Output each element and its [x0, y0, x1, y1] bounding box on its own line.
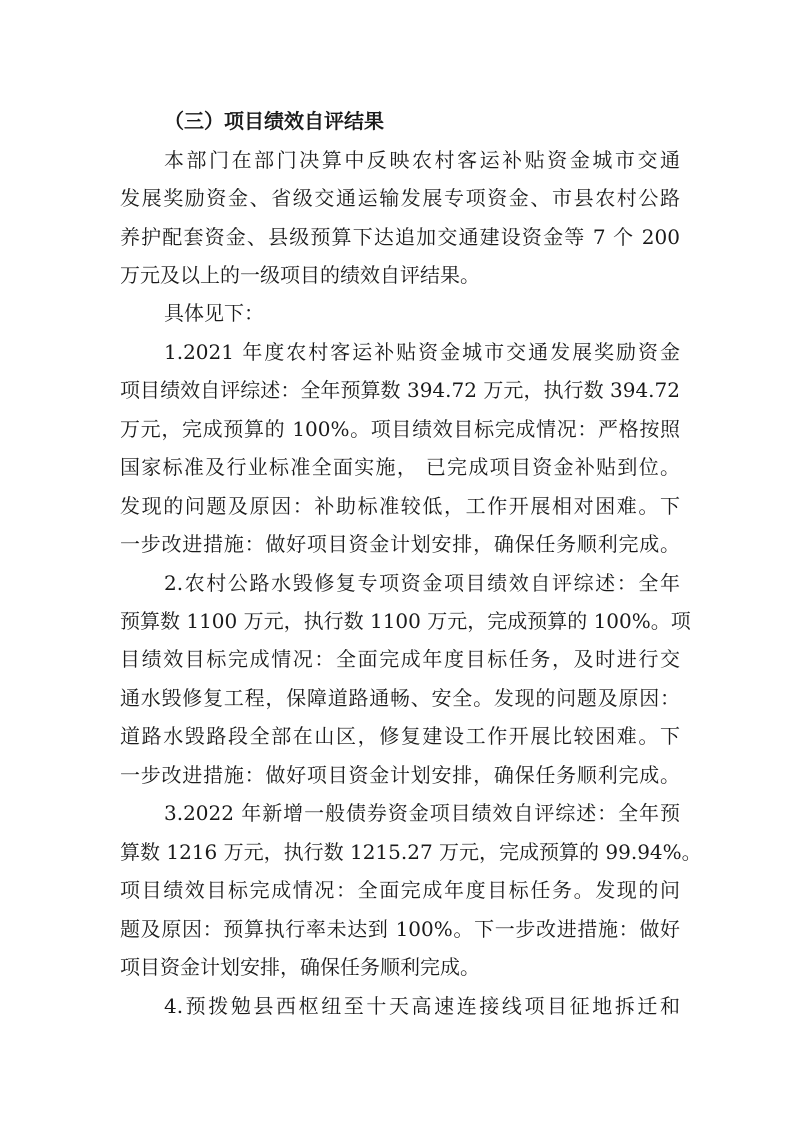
- intro-line: 本部门在部门决算中反映农村客运补贴资金城市交通: [164, 148, 680, 172]
- item-4-line: 4.预拨勉县西枢纽至十天高速连接线项目征地拆迁和: [164, 994, 680, 1018]
- item-2-line: 道路水毁路段全部在山区，修复建设工作开展比较困难。下: [120, 724, 680, 748]
- item-2-line: 通水毁修复工程，保障道路通畅、安全。发现的问题及原因：: [120, 686, 680, 710]
- see-below-line: 具体见下：: [164, 301, 264, 325]
- item-3-line: 项目资金计划安排，确保任务顺利完成。: [120, 955, 480, 979]
- item-2-line: 2.农村公路水毁修复专项资金项目绩效自评综述：全年: [164, 571, 680, 595]
- item-1-line: 1.2021 年度农村客运补贴资金城市交通发展奖励资金: [164, 340, 680, 364]
- item-1-line: 一步改进措施：做好项目资金计划安排，确保任务顺利完成。: [120, 532, 680, 556]
- item-1-line: 项目绩效自评综述：全年预算数 394.72 万元，执行数 394.72: [120, 378, 680, 402]
- item-3-line: 题及原因：预算执行率未达到 100%。下一步改进措施：做好: [120, 917, 680, 941]
- item-2-line: 目绩效目标完成情况：全面完成年度目标任务，及时进行交: [120, 647, 680, 671]
- item-1-line: 万元，完成预算的 100%。项目绩效目标完成情况：严格按照: [120, 417, 680, 441]
- item-1-line: 国家标准及行业标准全面实施， 已完成项目资金补贴到位。: [120, 455, 680, 479]
- item-3-line: 算数 1216 万元，执行数 1215.27 万元，完成预算的 99.94%。: [120, 840, 702, 864]
- item-2-line: 一步改进措施：做好项目资金计划安排，确保任务顺利完成。: [120, 763, 680, 787]
- item-3-line: 项目绩效目标完成情况：全面完成年度目标任务。发现的问: [120, 878, 680, 902]
- item-1-line: 发现的问题及原因：补助标准较低，工作开展相对困难。下: [120, 494, 680, 518]
- item-3-line: 3.2022 年新增一般债券资金项目绩效自评综述：全年预: [164, 801, 680, 825]
- intro-line: 发展奖励资金、省级交通运输发展专项资金、市县农村公路: [120, 186, 680, 210]
- item-2-line: 预算数 1100 万元，执行数 1100 万元，完成预算的 100%。项: [120, 609, 691, 633]
- intro-line: 万元及以上的一级项目的绩效自评结果。: [120, 263, 480, 287]
- intro-line: 养护配套资金、县级预算下达追加交通建设资金等 7 个 200: [120, 225, 680, 249]
- section-heading: （三）项目绩效自评结果: [164, 109, 384, 133]
